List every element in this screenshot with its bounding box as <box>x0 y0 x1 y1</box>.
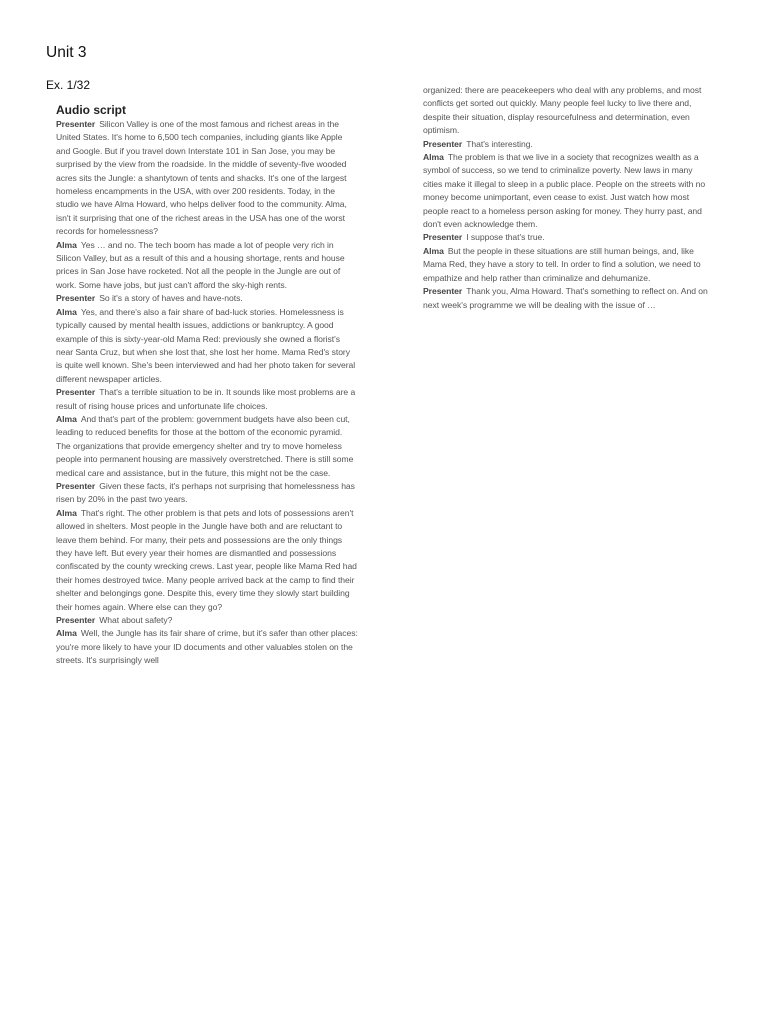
dialogue-text: What about safety? <box>99 615 173 626</box>
speaker-label: Presenter <box>56 615 96 626</box>
transcript-paragraph <box>423 151 713 231</box>
transcript-paragraph <box>56 386 358 413</box>
transcript-paragraph <box>56 480 358 507</box>
speaker-label: Presenter <box>56 387 96 398</box>
dialogue-text: The problem is that we live in a society that recognizes wealth as a symbol of success, so we tend to criminalize poverty. New laws in many cities make it illegal to sleep in a public place. People on the streets with no money become unimportant, even cease to exist. Just watch how most people react to a homeless person asking for money. They hurry past, and don't even acknowledge them. <box>423 152 706 230</box>
transcript-paragraph <box>56 507 358 614</box>
dialogue-text: And that's part of the problem: government budgets have also been cut, leading to reduced benefits for those at the bottom of the economic pyramid. The organizations that provide emergency shelter and try to move homeless people into permanent housing are massively overstretched. There is still some medical care and assistance, but in the future, this might not be the case. <box>56 413 354 478</box>
speaker-label: Alma <box>56 239 77 250</box>
unit-title: Unit 3 <box>46 44 87 61</box>
transcript-paragraph <box>423 138 713 151</box>
speaker-label: Alma <box>56 306 77 317</box>
dialogue-text: But the people in these situations are still human beings, and, like Mama Red, they have a story to tell. In order to find a solution, we need to empathize and help rather than criminalize and dehumanize. <box>423 245 701 283</box>
speaker-label: Presenter <box>56 293 96 304</box>
transcript-paragraph <box>56 614 358 627</box>
dialogue-text: Well, the Jungle has its fair share of crime, but it's safer than other places: you're more likely to have your ID documents and other valuables stolen on the streets. It's surprisingly well <box>56 628 358 666</box>
transcript-column-right <box>423 84 713 312</box>
dialogue-text: organized: there are peacekeepers who deal with any problems, and most conflicts get sorted out quickly. Many people feel lucky to live there and, despite their situation, display resourcefulness and determination, even optimism. <box>423 85 702 136</box>
speaker-label: Alma <box>56 413 77 424</box>
transcript-paragraph <box>56 239 358 293</box>
transcript-paragraph <box>423 231 713 244</box>
dialogue-text: That's a terrible situation to be in. It sounds like most problems are a result of rising house prices and unfortunate life choices. <box>56 387 356 411</box>
dialogue-text: That's right. The other problem is that pets and lots of possessions aren't allowed in shelters. Most people in the Jungle have both and are reluctant to leave them behind. For many, their pets and possessions are the only things they have left. But every year their homes are dismantled and possessions confiscated by the county wrecking crews. Last year, people like Mama Red had their homes destroyed twice. Many people arrived back at the camp to find their shelter and belongings gone. Despite this, every time they slowly start building their homes again. Where else can they go? <box>56 507 357 612</box>
speaker-label: Alma <box>56 507 77 518</box>
transcript-paragraph <box>423 84 713 138</box>
dialogue-text: Given these facts, it's perhaps not surprising that homelessness has risen by 20% in the past two years. <box>56 480 355 505</box>
speaker-label: Alma <box>423 152 444 163</box>
transcript-paragraph <box>423 285 713 312</box>
audio-script-heading: Audio script <box>56 103 127 117</box>
speaker-label: Presenter <box>56 480 96 491</box>
dialogue-text: Thank you, Alma Howard. That's something to reflect on. And on next week's programme we will be dealing with the issue of … <box>423 286 708 310</box>
speaker-label: Presenter <box>423 286 463 297</box>
dialogue-text: So it's a story of haves and have-nots. <box>99 293 243 304</box>
transcript-paragraph <box>56 292 358 305</box>
speaker-label: Presenter <box>423 232 463 243</box>
transcript-paragraph <box>423 245 713 285</box>
transcript-paragraph <box>56 118 358 239</box>
transcript-column-left <box>56 118 358 668</box>
speaker-label: Presenter <box>423 138 463 149</box>
exercise-label: Ex. 1/32 <box>46 78 91 92</box>
transcript-paragraph <box>56 413 358 480</box>
dialogue-text: Yes … and no. The tech boom has made a lot of people very rich in Silicon Valley, but as a result of this and a housing shortage, rents and house prices in San Jose have rocketed. Not all the people in the Jungle are out of work. Some have jobs, but just can't afford the sky-high rents. <box>56 239 345 290</box>
speaker-label: Presenter <box>56 119 96 129</box>
transcript-paragraph <box>56 306 358 386</box>
dialogue-text: Silicon Valley is one of the most famous and richest areas in the United States. It's home to 6,500 tech companies, including giants like Apple and Google. But if you travel down Interstate 101 in San Jose, you may be surprised by the view from the roadside. In the middle of seventy-five wooded acres sits the Jungle: a shantytown of tents and shacks. It's one of the largest homeless encampments in the USA, with over 200 residents. Today, in the studio we have Alma Howard, who helps deliver food to the community. Alma, isn't it surprising that one of the richest areas in the USA has one of the worst records for homelessness? <box>56 119 347 237</box>
dialogue-text: Yes, and there's also a fair share of bad-luck stories. Homelessness is typically caused by mental health issues, addictions or bankruptcy. A good example of this is sixty-year-old Mama Red: previously she owned a florist's near Santa Cruz, but when she lost that, she lost her home. Mama Red's story is quite well known. She's been interviewed and had her photo taken for several different newspaper articles. <box>56 306 356 384</box>
speaker-label: Alma <box>56 628 77 639</box>
transcript-paragraph <box>56 627 358 667</box>
dialogue-text: I suppose that's true. <box>466 232 545 243</box>
dialogue-text: That's interesting. <box>466 138 533 149</box>
speaker-label: Alma <box>423 245 444 256</box>
